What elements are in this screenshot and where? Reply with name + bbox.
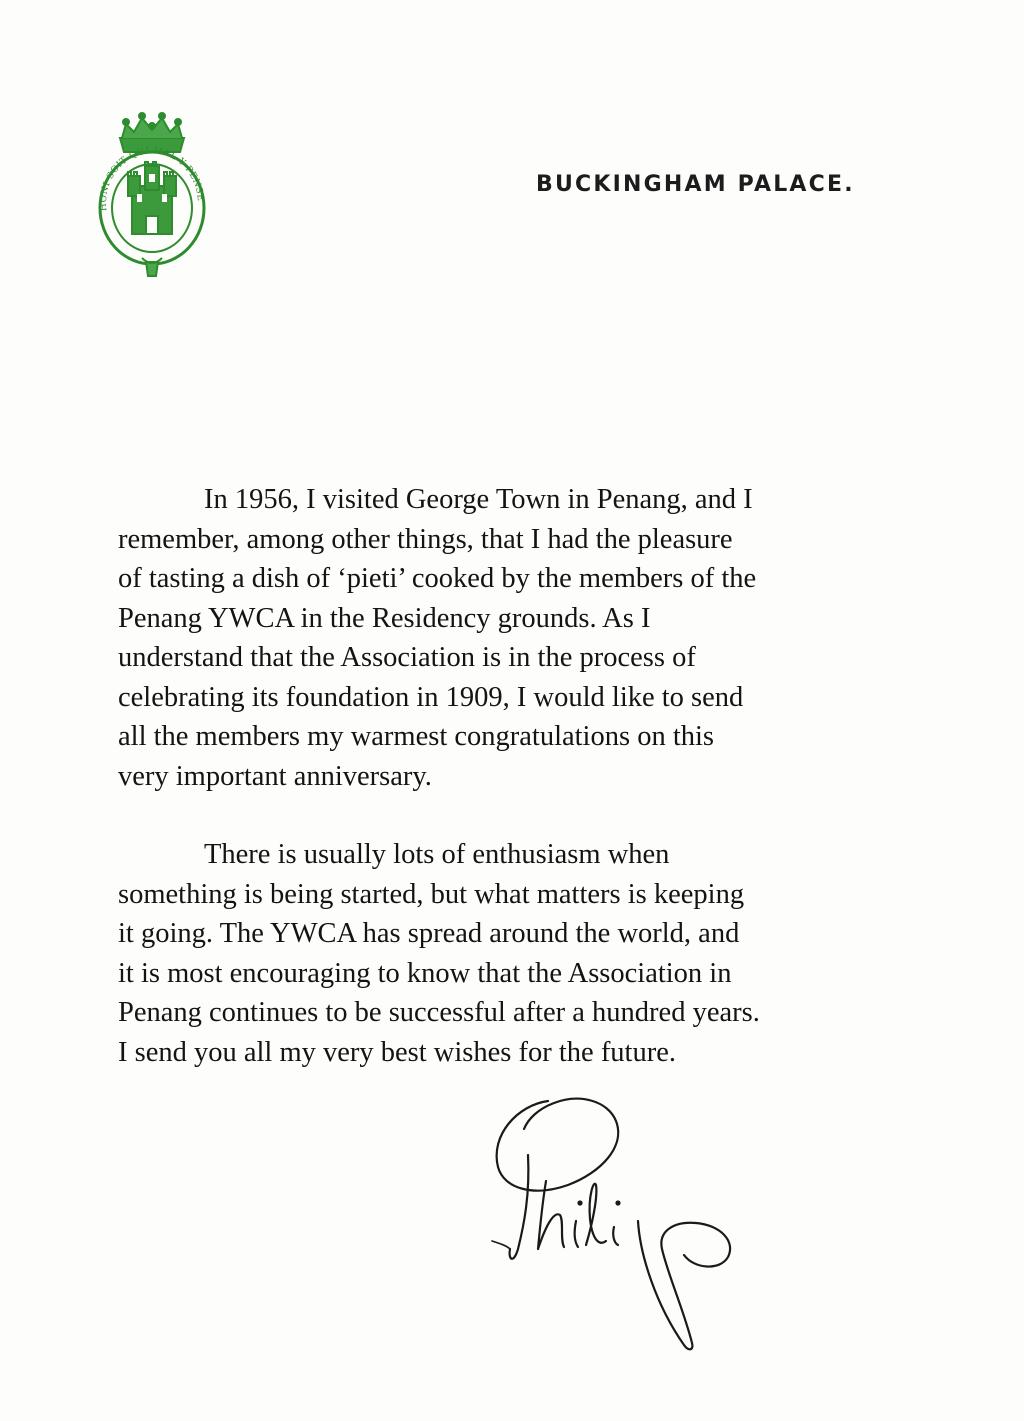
paragraph-line: very important anniversary. [118, 760, 432, 792]
royal-crest-icon [92, 108, 212, 278]
paragraph-line: remember, among other things, that I had the pleasure [118, 523, 733, 555]
paragraph-line: something is being started, but what matters is keeping [118, 878, 745, 910]
paragraph-line: I send you all my very best wishes for the future. [118, 1036, 676, 1068]
paragraph-line: understand that the Association is in the process of [118, 642, 696, 673]
paragraph-line: There is usually lots of enthusiasm when [204, 839, 670, 870]
paragraph-line: Penang continues to be successful after a hundred years. [118, 997, 760, 1028]
paragraph-line: of tasting a dish of ‘pieti’ cooked by the members of the [118, 563, 757, 594]
paragraph-line: it is most encouraging to know that the Association in [118, 957, 732, 989]
paragraph-line: celebrating its foundation in 1909, I would like to send [118, 681, 744, 713]
letterhead-address: BUCKINGHAM PALACE. [536, 172, 855, 197]
paragraph-line: Penang YWCA in the Residency grounds. As I [118, 602, 651, 634]
paragraph-line: all the members my warmest congratulations on this [118, 721, 714, 752]
paragraph-line: In 1956, I visited George Town in Penang, and I [204, 484, 753, 515]
letter-paragraph-1 [118, 480, 908, 796]
signature-name: Philip [488, 1085, 491, 1086]
signature [488, 1085, 748, 1365]
crest-motto: HONI SOIT QUI MAL Y PENSE [98, 146, 206, 212]
letter-paragraph-2 [118, 835, 908, 1072]
paragraph-line: it going. The YWCA has spread around the world, and [118, 918, 740, 949]
